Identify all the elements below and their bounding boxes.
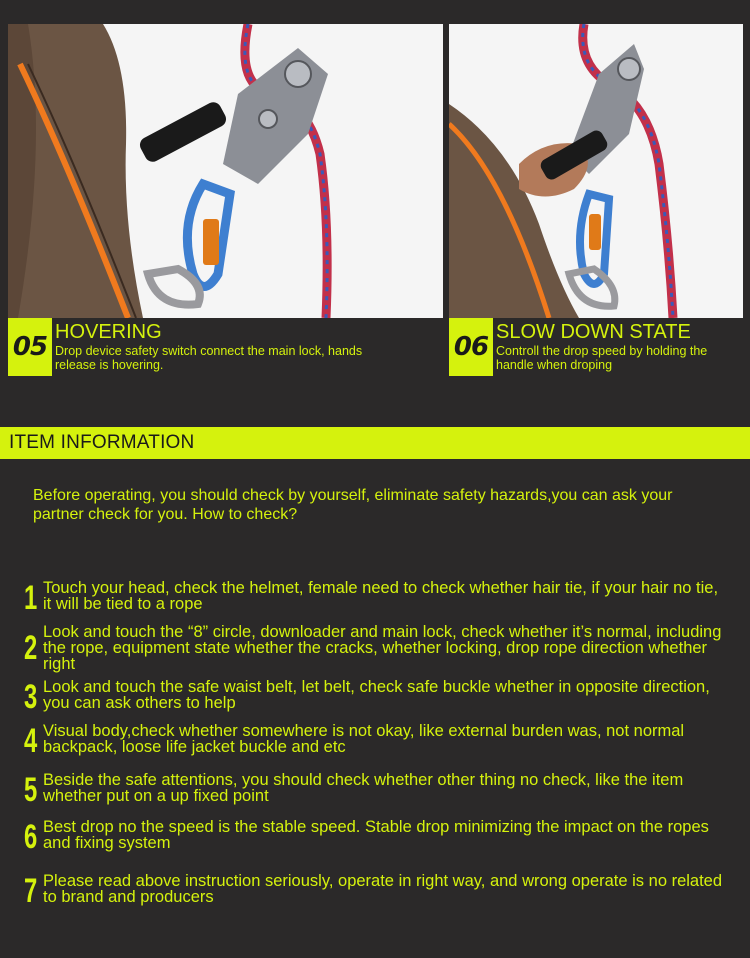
caption-description: Drop device safety switch connect the main lock, hands release is hovering. xyxy=(55,344,363,372)
item-text: Look and touch the “8” circle, downloader and main lock, check whether it’s normal, including the rope, equipment state whether the cracks, whether locking, drop rope direction whether right xyxy=(43,623,722,673)
item-number: 3 xyxy=(24,678,38,716)
caption-title: SLOW DOWN STATE xyxy=(496,321,691,343)
item-number: 2 xyxy=(24,629,38,667)
step-number-badge: 06 xyxy=(449,318,493,376)
caption-slow-down xyxy=(449,318,743,376)
step-number-badge: 05 xyxy=(8,318,52,376)
photo-hovering xyxy=(8,24,443,318)
caption-hovering xyxy=(8,318,443,376)
slow-down-illustration xyxy=(449,24,743,318)
item-text: Beside the safe attentions, you should check whether other thing no check, like the item whether put on a up fixed point xyxy=(43,771,684,805)
item-number: 7 xyxy=(24,872,38,910)
item-number: 1 xyxy=(24,579,38,617)
photo-slow-down xyxy=(449,24,743,318)
item-number: 6 xyxy=(24,818,38,856)
item-number: 4 xyxy=(24,722,38,760)
item-text: Visual body,check whether somewhere is not okay, like external burden was, not normal backpack, loose life jacket buckle and etc xyxy=(43,722,685,756)
item-text: Touch your head, check the helmet, female need to check whether hair tie, if your hair no tie, it will be tied to a rope xyxy=(43,579,719,613)
section-title: ITEM INFORMATION xyxy=(9,432,195,453)
intro-text: Before operating, you should check by yourself, eliminate safety hazards,you can ask your partner check for you. How to check? xyxy=(33,487,673,523)
item-text: Look and touch the safe waist belt, let belt, check safe buckle whether in opposite direction, you can ask others to help xyxy=(43,678,710,712)
caption-description: Controll the drop speed by holding the handle when droping xyxy=(496,344,708,372)
item-text: Best drop no the speed is the stable speed. Stable drop minimizing the impact on the ropes and fixing system xyxy=(43,818,709,852)
section-header xyxy=(0,427,750,459)
hovering-illustration xyxy=(8,24,443,318)
caption-title: HOVERING xyxy=(55,321,162,343)
item-number: 5 xyxy=(24,771,38,809)
item-text: Please read above instruction seriously, operate in right way, and wrong operate is no related to brand and producers xyxy=(43,872,723,906)
